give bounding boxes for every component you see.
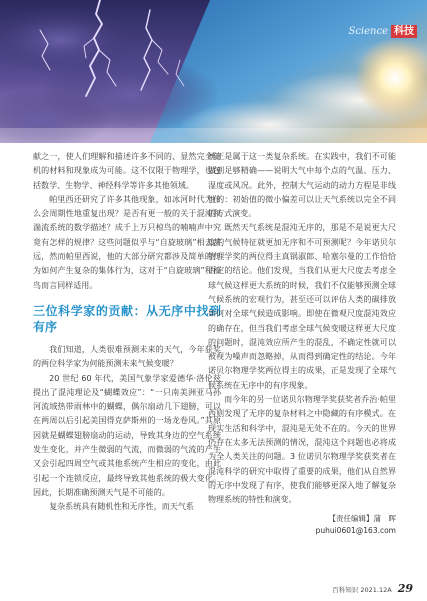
page-footer (332, 582, 413, 595)
page-number: 29 (397, 582, 413, 595)
storm-sunset-illustration (0, 0, 427, 143)
editor-name: 【责任编辑】蒲 晖 (328, 514, 396, 524)
section-tag-cn: 科技 (391, 25, 417, 38)
paragraph: 而今年的另一位诺贝尔物理学奖获奖者乔治·帕里西则发现了无序的复杂材料之中隐藏的有序模式。在现实生活和科学中，混沌是无处不在的。今天的世界仍存在太多无法预测的情况，混沌这个问题也必将成为全人类关注的问题。3 位诺贝尔物理学奖获奖者在混沌科学的研究中取得了重要的成果，他们从自然界的无序中发现了有序，使我们能够更深入地了解复杂物理系统的特性和演变。 (208, 395, 396, 505)
editor-credit (208, 513, 396, 537)
hero-image (0, 0, 427, 143)
paragraph: 既然天气系统是混沌无序的，那是不是说更大尺度的气候特征就更加无序和不可预测呢？今年诺贝尔物理学奖的两位得主真锅淑郎、哈塞尔曼的工作恰恰否定的结论。他们发现，当我们从更大尺度去考虑全球气候这样更大系统的时候，我们不仅能够预测全球气候系统的宏观行为，甚至还可以评估人类的碳排放如何对全球气候造成影响。即使在微观尺度混沌效应的确存在，但当我们考虑全球气候变暖这样更大尺度的问题时，混沌效应所产生的混乱，不确定性就可以被视为噪声而忽略掉，从而得到确定性的结论。今年诺贝尔物理学奖两位得主的成果，正是发现了全球气候系统在无序中的有序现象。 (208, 223, 396, 390)
paragraph: 复杂系统具有随机性和无序性，而天气系 (49, 502, 194, 512)
editor-email: puhui0601@163.com (315, 526, 396, 536)
paragraph: 20 世纪 60 年代，美国气象学家爱德华·洛伦兹提出了混沌理论及“蝴蝶效应”：“一只南美洲亚马孙河流域热带雨林中的蝴蝶，偶尔扇动几下翅膀，可以在两周以后引起美国得克萨斯州的一场龙卷风。”其原因就是蝴蝶翅膀扇动的运动，导致其身边的空气系统发生变化，并产生微弱的气流，而微弱的气流的产生又会引起四周空气或其他系统产生相应的变化，由此引起一个连锁反应，最终导致其他系统的极大变化。因此，长期准确预测天气是不可能的。 (33, 373, 221, 497)
magazine-issue: 百科知识 2021.12A (332, 586, 392, 594)
section-heading: 三位科学家的贡献：从无序中找到有序 (33, 303, 221, 334)
paragraph: 我们知道，人类很难预测未来的天气，今年获奖的两位科学家为何能预测未来气候变暖？ (33, 344, 221, 369)
paragraph: 帕里西还研究了许多其他现象，如冰河时代为什么会周期性地重复出现？是否有更一般的关于混沌和湍流系统的数学描述？成千上万只椋鸟的喃喃声中究竟有怎样的规律？这些问题似乎与“自旋玻璃”相去甚远，然而帕里西说，他的大部分研究都涉及简单的行为如何产生复杂的集体行为，这对于“自旋玻璃”和椋鸟而言同样适用。 (33, 194, 221, 290)
section-tag-en: Science (348, 26, 388, 37)
section-tag (348, 25, 417, 38)
left-column (33, 150, 221, 515)
right-column (208, 150, 396, 537)
paragraph: 献之一，使人们理解和描述许多不同的、显然完全随机的材料和现象成为可能。这不仅限于物理学，也包括数学、生物学、神经科学等许多其他领域。 (33, 152, 221, 190)
paragraph: 统正是属于这一类复杂系统。在实践中，我们不可能做到足够精确——说明大气中每个点的气温、压力、湿度或风况。此外，控制大气运动的动力方程是非线性的：初始值的微小偏差可以让天气系统以完全不同的方式演变。 (208, 152, 396, 219)
